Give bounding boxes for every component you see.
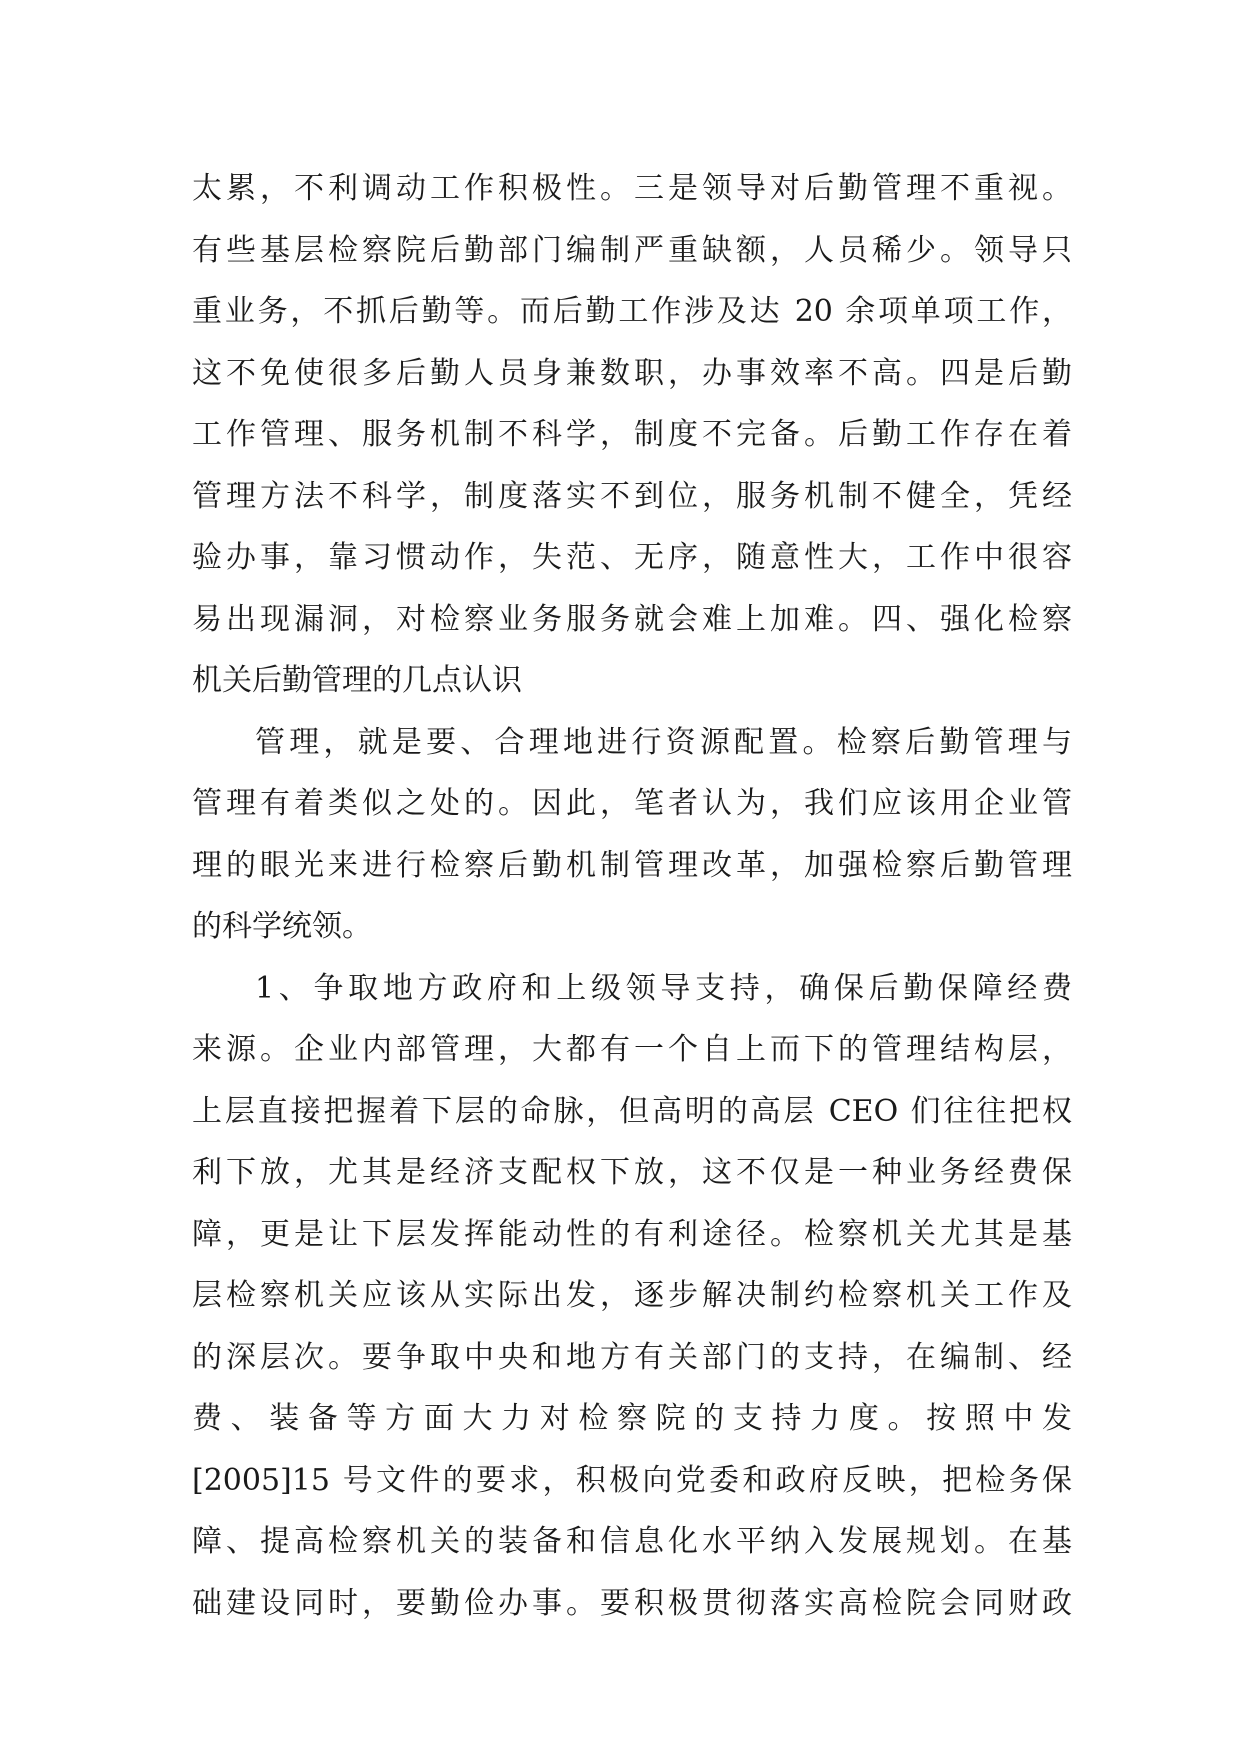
text-line: 重业务，不抓后勤等。而后勤工作涉及达 20 余项单项工作， [192,294,1072,329]
text-line: 障、提高检察机关的装备和信息化水平纳入发展规划。在基 [192,1524,1072,1559]
paragraph-first-line: 管理，就是要、合理地进行资源配置。检察后勤管理与 [255,724,1072,760]
text-line: 管理有着类似之处的。因此，笔者认为，我们应该用企业管 [192,786,1072,821]
text-line: 上层直接把握着下层的命脉，但高明的高层 CEO 们往往把权 [192,1093,1072,1129]
text-line: 易出现漏洞，对检察业务服务就会难上加难。四、强化检察 [192,601,1072,637]
text-line: 的深层次。要争取中央和地方有关部门的支持，在编制、经 [192,1339,1072,1375]
text-line: 理的眼光来进行检察后勤机制管理改革，加强检察后勤管理 [192,847,1072,883]
text-line: 验办事，靠习惯动作，失范、无序，随意性大，工作中很容 [192,540,1072,575]
text-line: 工作管理、服务机制不科学，制度不完备。后勤工作存在着 [192,417,1072,452]
text-line: 利下放，尤其是经济支配权下放，这不仅是一种业务经费保 [192,1155,1072,1190]
text-line: 层检察机关应该从实际出发，逐步解决制约检察机关工作及 [192,1278,1072,1313]
text-line: [2005]15 号文件的要求，积极向党委和政府反映，把检务保 [192,1462,1072,1498]
text-line: 管理方法不科学，制度落实不到位，服务机制不健全，凭经 [192,478,1072,514]
text-line: 障，更是让下层发挥能动性的有利途径。检察机关尤其是基 [192,1216,1072,1252]
text-line: 机关后勤管理的几点认识 [192,663,522,698]
text-line: 础建设同时，要勤俭办事。要积极贯彻落实高检院会同财政 [192,1585,1072,1621]
text-line: 的科学统领。 [192,909,372,944]
text-line: 有些基层检察院后勤部门编制严重缺额，人员稀少。领导只 [192,232,1072,268]
paragraph-first-line: 1、争取地方政府和上级领导支持，确保后勤保障经费 [255,970,1072,1006]
text-line: 太累，不利调动工作积极性。三是领导对后勤管理不重视。 [192,171,1072,206]
text-line: 来源。企业内部管理，大都有一个自上而下的管理结构层， [192,1032,1072,1067]
body-text [192,158,1072,1634]
text-line: 费、装备等方面大力对检察院的支持力度。按照中发 [192,1401,1072,1436]
text-line: 这不免使很多后勤人员身兼数职，办事效率不高。四是后勤 [192,355,1072,391]
